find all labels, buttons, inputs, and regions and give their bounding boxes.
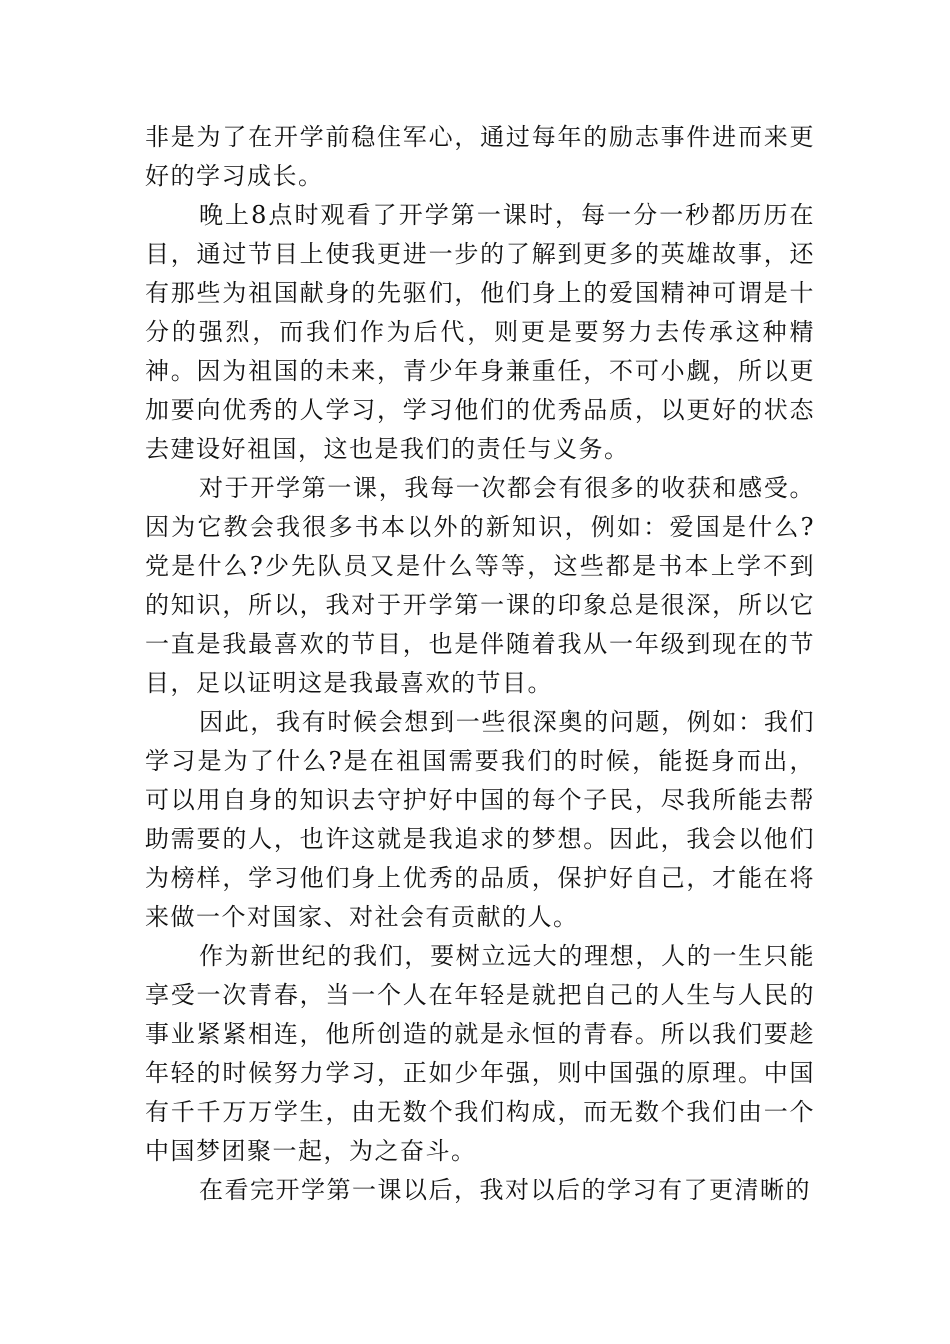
document-body xyxy=(145,118,815,1210)
paragraph-3: 对于开学第一课，我每一次都会有很多的收获和感受。因为它教会我很多书本以外的新知识，例如：爱国是什么?党是什么?少先队员又是什么等等，这些都是书本上学不到的知识，所以，我对于开学第一课的印象总是很深，所以它一直是我最喜欢的节目，也是伴随着我从一年级到现在的节目，足以证明这是我最喜欢的节目。 xyxy=(145,474,815,697)
paragraph-2: 晚上8点时观看了开学第一课时，每一分一秒都历历在目，通过节目上使我更进一步的了解到更多的英雄故事，还有那些为祖国献身的先驱们，他们身上的爱国精神可谓是十分的强烈，而我们作为后代，则更是要努力去传承这种精神。因为祖国的未来，青少年身兼重任，不可小觑，所以更加要向优秀的人学习，学习他们的优秀品质，以更好的状态去建设好祖国，这也是我们的责任与义务。 xyxy=(145,201,815,463)
paragraph-5: 作为新世纪的我们，要树立远大的理想，人的一生只能享受一次青春，当一个人在年轻是就把自己的人生与人民的事业紧紧相连，他所创造的就是永恒的青春。所以我们要趁年轻的时候努力学习，正如少年强，则中国强的原理。中国有千千万万学生，由无数个我们构成，而无数个我们由一个中国梦团聚一起，为之奋斗。 xyxy=(145,942,815,1165)
paragraph-4: 因此，我有时候会想到一些很深奥的问题，例如：我们学习是为了什么?是在祖国需要我们的时候，能挺身而出，可以用自身的知识去守护好中国的每个子民，尽我所能去帮助需要的人，也许这就是我追求的梦想。因此，我会以他们为榜样，学习他们身上优秀的品质，保护好自己，才能在将来做一个对国家、对社会有贡献的人。 xyxy=(145,708,815,931)
paragraph-1: 非是为了在开学前稳住军心，通过每年的励志事件进而来更好的学习成长。 xyxy=(145,123,815,190)
paragraph-6: 在看完开学第一课以后，我对以后的学习有了更清晰的 xyxy=(199,1176,811,1204)
